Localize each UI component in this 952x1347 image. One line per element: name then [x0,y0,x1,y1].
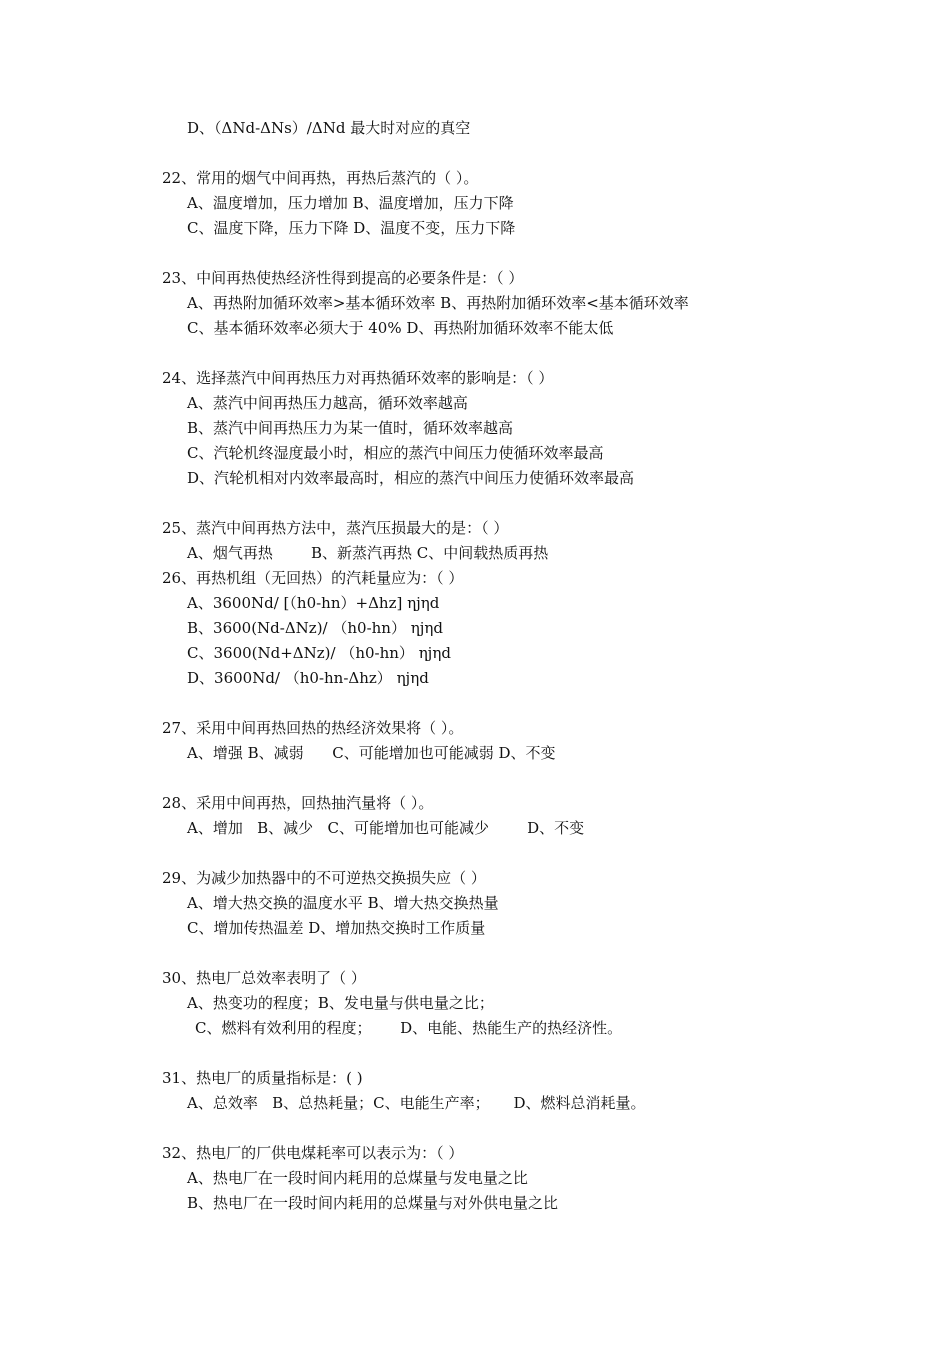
option-line: A、再热附加循环效率>基本循环效率 B、再热附加循环效率<基本循环效率 [187,294,689,312]
question-29: 29、为减少加热器中的不可逆热交换损失应（ ） [162,869,486,887]
option-line: A、温度增加，压力增加 B、温度增加，压力下降 [187,194,514,212]
question-32: 32、热电厂的厂供电煤耗率可以表示为：（ ） [162,1144,464,1162]
question-31: 31、热电厂的质量指标是：( ) [162,1069,363,1087]
question-27: 27、采用中间再热回热的热经济效果将（ ）。 [162,719,464,737]
option-line: A、热电厂在一段时间内耗用的总煤量与发电量之比 [187,1169,528,1187]
option-line: A、热变功的程度；B、发电量与供电量之比； [187,994,494,1012]
option-line: C、增加传热温差 D、增加热交换时工作质量 [187,919,486,937]
option-line: A、3600Nd/ [（h0-hn）+Δhz] ηjηd [187,594,440,612]
option-line: B、3600(Nd-ΔNz)/ （h0-hn） ηjηd [187,619,443,637]
option-line: C、基本循环效率必须大于 40% D、再热附加循环效率不能太低 [187,319,614,337]
option-line: A、增加 B、减少 C、可能增加也可能减少 D、不变 [187,819,585,837]
question-25: 25、蒸汽中间再热方法中，蒸汽压损最大的是：（ ） [162,519,509,537]
option-line: C、燃料有效利用的程度； D、电能、热能生产的热经济性。 [195,1019,623,1037]
option-line: A、蒸汽中间再热压力越高，循环效率越高 [187,394,468,412]
question-22: 22、常用的烟气中间再热，再热后蒸汽的（ ）。 [162,169,479,187]
option-line: B、热电厂在一段时间内耗用的总煤量与对外供电量之比 [187,1194,559,1212]
option-line: A、总效率 B、总热耗量；C、电能生产率； D、燃料总消耗量。 [187,1094,646,1112]
option-line: C、汽轮机终湿度最小时，相应的蒸汽中间压力使循环效率最高 [187,444,604,462]
option-line: B、蒸汽中间再热压力为某一值时，循环效率越高 [187,419,514,437]
question-23: 23、中间再热使热经济性得到提高的必要条件是：（ ） [162,269,524,287]
option-line: A、增大热交换的温度水平 B、增大热交换热量 [187,894,499,912]
option-line: C、3600(Nd+ΔNz)/ （h0-hn） ηjηd [187,644,451,662]
option-line: D、（ΔNd-ΔNs）/ΔNd 最大时对应的真空 [187,119,471,137]
question-26: 26、再热机组（无回热）的汽耗量应为：（ ） [162,569,464,587]
question-30: 30、热电厂总效率表明了（ ） [162,969,366,987]
option-line: D、3600Nd/ （h0-hn-Δhz） ηjηd [187,669,429,687]
option-line: D、汽轮机相对内效率最高时，相应的蒸汽中间压力使循环效率最高 [187,469,635,487]
option-line: A、烟气再热 B、新蒸汽再热 C、中间载热质再热 [187,544,549,562]
option-line: C、温度下降，压力下降 D、温度不变，压力下降 [187,219,516,237]
question-24: 24、选择蒸汽中间再热压力对再热循环效率的影响是：（ ） [162,369,554,387]
option-line: A、增强 B、减弱 C、可能增加也可能减弱 D、不变 [187,744,556,762]
question-28: 28、采用中间再热，回热抽汽量将（ ）。 [162,794,434,812]
